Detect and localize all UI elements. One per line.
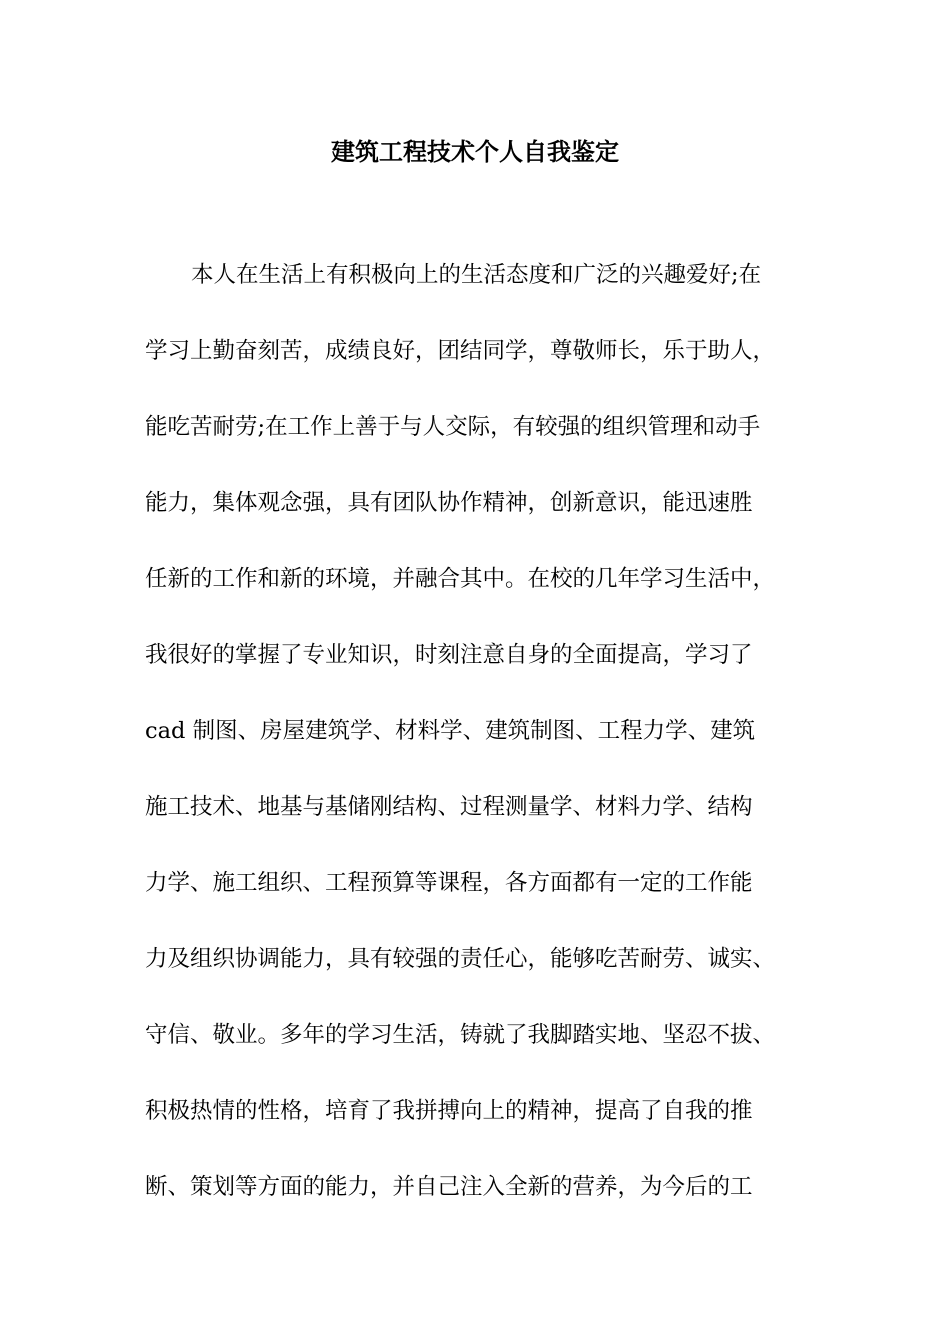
paragraph-line: 力及组织协调能力，具有较强的责任心，能够吃苦耐劳、诚实、 [145,946,776,972]
paragraph-line: 积极热情的性格，培育了我拼搏向上的精神，提高了自我的推 [145,1098,753,1124]
paragraph-line: 本人在生活上有积极向上的生活态度和广泛的兴趣爱好;在 [191,262,762,288]
paragraph-line: 能力，集体观念强，具有团队协作精神，创新意识，能迅速胜 [145,490,753,516]
paragraph-line: 任新的工作和新的环境，并融合其中。在校的几年学习生活中， [145,566,776,592]
paragraph-line: 守信、敬业。多年的学习生活，铸就了我脚踏实地、坚忍不拔、 [145,1022,776,1048]
paragraph-line: 能吃苦耐劳;在工作上善于与人交际，有较强的组织管理和动手 [145,414,761,440]
paragraph-line: 断、策划等方面的能力，并自己注入全新的营养，为今后的工 [145,1174,753,1200]
paragraph-line: 施工技术、地基与基储刚结构、过程测量学、材料力学、结构 [145,794,753,820]
paragraph-line: 学习上勤奋刻苦，成绩良好，团结同学，尊敬师长，乐于助人， [145,338,776,364]
document-title: 建筑工程技术个人自我鉴定 [331,137,619,166]
document-body [145,255,825,1243]
paragraph-line: cad 制图、房屋建筑学、材料学、建筑制图、工程力学、建筑 [145,718,756,744]
paragraph-line: 力学、施工组织、工程预算等课程，各方面都有一定的工作能 [145,870,753,896]
paragraph-line: 我很好的掌握了专业知识，时刻注意自身的全面提高，学习了 [145,642,753,668]
